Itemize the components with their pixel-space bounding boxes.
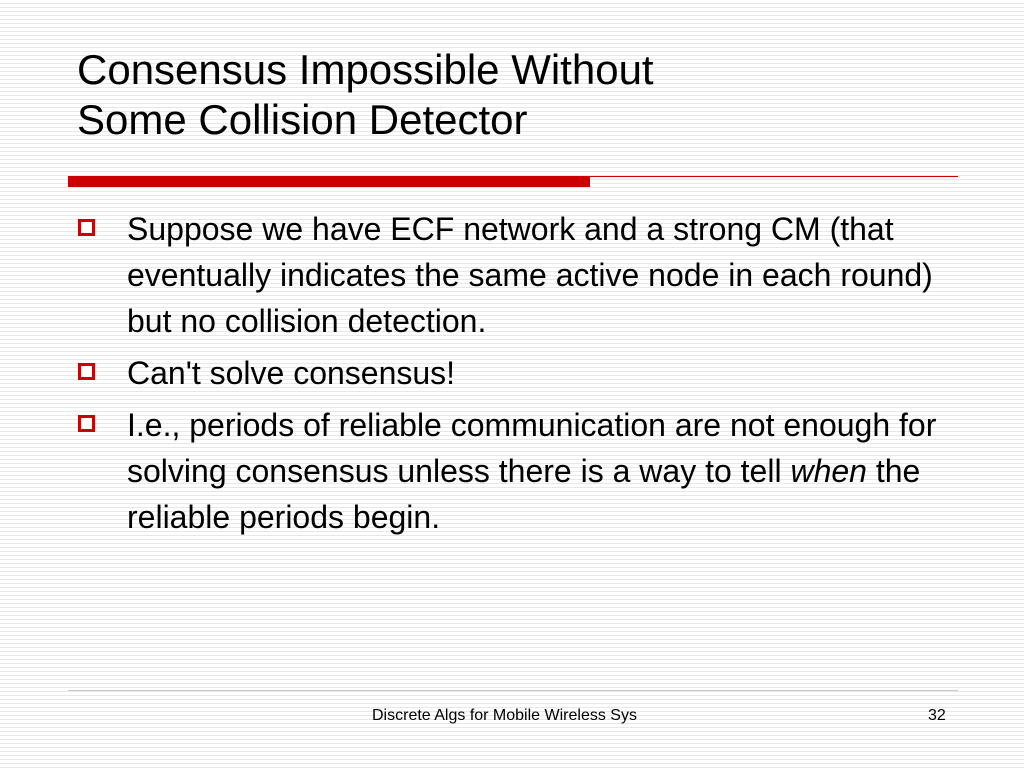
bullet-item (76, 206, 946, 344)
footer-divider (68, 690, 958, 691)
bullet-text-after: the reliable periods begin. (127, 453, 921, 535)
bullet-item (76, 402, 946, 540)
bullet-text-before: I.e., periods of reliable communication are not enough for solving consensus unless there is a way to tell (127, 407, 937, 489)
slide-title (77, 45, 957, 145)
footer-text: Discrete Algs for Mobile Wireless Sys (372, 707, 637, 724)
bullet-text-emphasis: when (790, 453, 867, 489)
bullet-text: Can't solve consensus! (127, 355, 456, 391)
hollow-square-bullet-icon (78, 219, 95, 236)
hollow-square-bullet-icon (78, 415, 95, 432)
hollow-square-bullet-icon (78, 363, 95, 380)
title-underline-thick (68, 176, 590, 187)
title-underline-thin (590, 176, 958, 177)
title-line-2: Some Collision Detector (77, 96, 528, 143)
bullet-text: Suppose we have ECF network and a strong CM (that eventually indicates the same active node in each round) but no collision detection. (127, 211, 933, 339)
bullet-list (76, 206, 946, 546)
bullet-text (127, 407, 936, 535)
title-line-1: Consensus Impossible Without (77, 46, 654, 93)
bullet-item (76, 350, 946, 396)
page-number: 32 (928, 707, 946, 724)
